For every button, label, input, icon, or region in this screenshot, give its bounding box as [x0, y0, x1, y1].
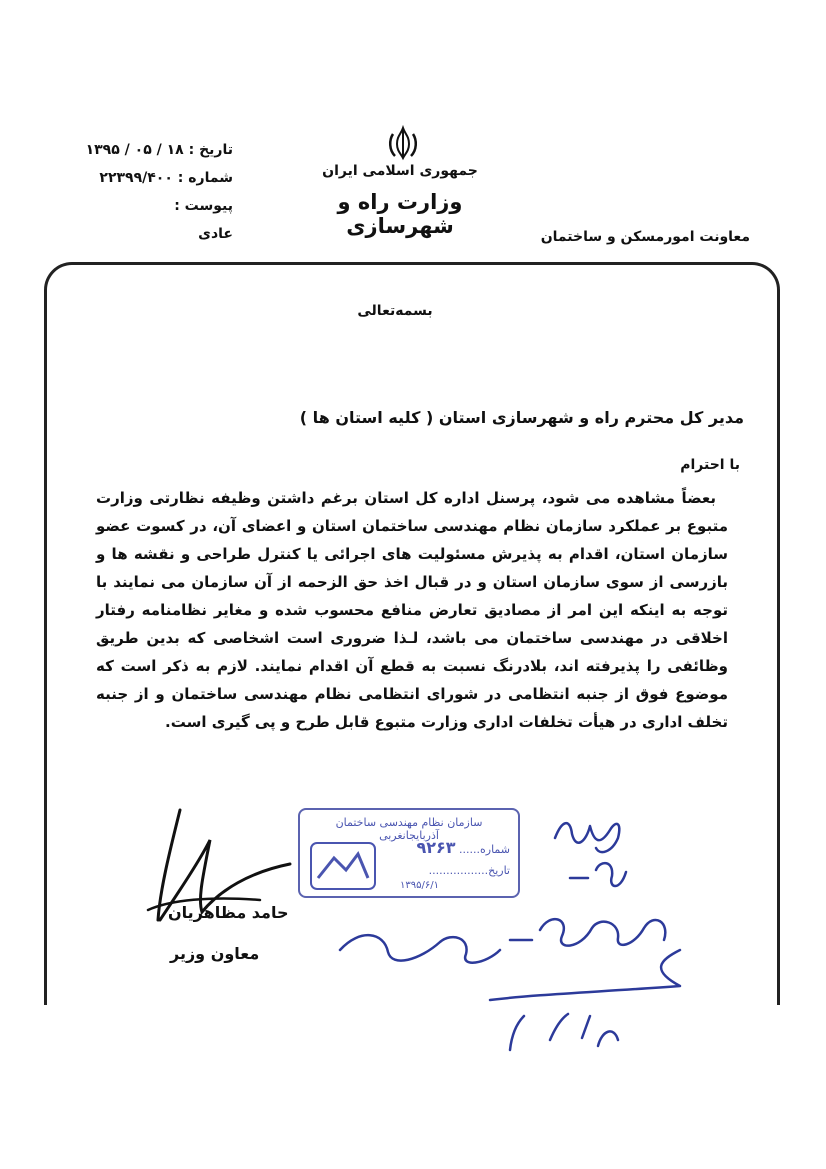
- attachment-line: پیوست :: [174, 198, 233, 214]
- salutation: مدیر کل محترم راه و شهرسازی استان ( کلیه استان ها ): [299, 408, 744, 427]
- handwritten-note: [300, 800, 720, 1060]
- ministry-name: وزارت راه و شهرسازی: [337, 190, 463, 238]
- minister-signature: [140, 800, 300, 950]
- stamp-number-label: شماره......: [459, 843, 510, 856]
- letter-body: بعضاً مشاهده می شود، پرسنل اداره کل استان برغم داشتن وظیفه نظارتی وزارت متبوع بر عملکرد سازمان نظام مهندسی ساختمان استان و اعضای آن، در کسوت عضو سازمان استان، اقدام به پذیرش مسئولیت های اجرائی یا کنترل طراحی و نقشه ها و بازرسی از سوی سازمان استان و در قبال اخذ حق الزحمه از آن سازمان می نمایند با توجه به اینکه این امر از مصادیق تعارض منافع محسوب شده و مغایر نظامنامه رفتار اخلاقی در مهندسی ساختمان می باشد، لـذا ضروری است اشخاصی که بدین طریق وظائفی را پذیرفته اند، بلادرنگ نسبت به قطع آن اقدام نمایند. لازم به ذکر است که موضوع فوق از جنبه انتظامی در شورای انتظامی نظام مهندسی ساختمان و از جنبه تخلف اداری در هیأت تخلفات اداری وزارت متبوع قابل طرح و پی گیری است.: [96, 489, 728, 731]
- country-name: جمهوری اسلامی ایران: [322, 163, 478, 179]
- besm-heading: بسمه‌تعالی: [357, 303, 433, 319]
- date-line: تاریخ : ۱۸ / ۰۵ / ۱۳۹۵: [85, 142, 233, 158]
- deputy-office: معاونت امورمسکن و ساختمان: [540, 229, 750, 245]
- stamp-title: سازمان نظام مهندسی ساختمان آذربایجانغربی: [335, 816, 483, 842]
- letter-meta: [78, 136, 233, 248]
- respect-line: با احترام: [680, 457, 740, 473]
- signatory-title: معاون وزیر: [170, 944, 260, 963]
- type-line: عادی: [198, 226, 233, 242]
- signatory-name: حامد مظاهریان: [168, 903, 289, 922]
- stamp-date-value: ۱۳۹۵/۶/۱: [400, 880, 439, 891]
- stamp-date-label: تاریخ.................: [428, 864, 510, 877]
- iran-emblem-icon: [383, 124, 423, 164]
- number-line: شماره : ۲۲۳۹۹/۴۰۰: [99, 170, 233, 186]
- stamp-number-value: ۹۲۶۳: [416, 838, 456, 857]
